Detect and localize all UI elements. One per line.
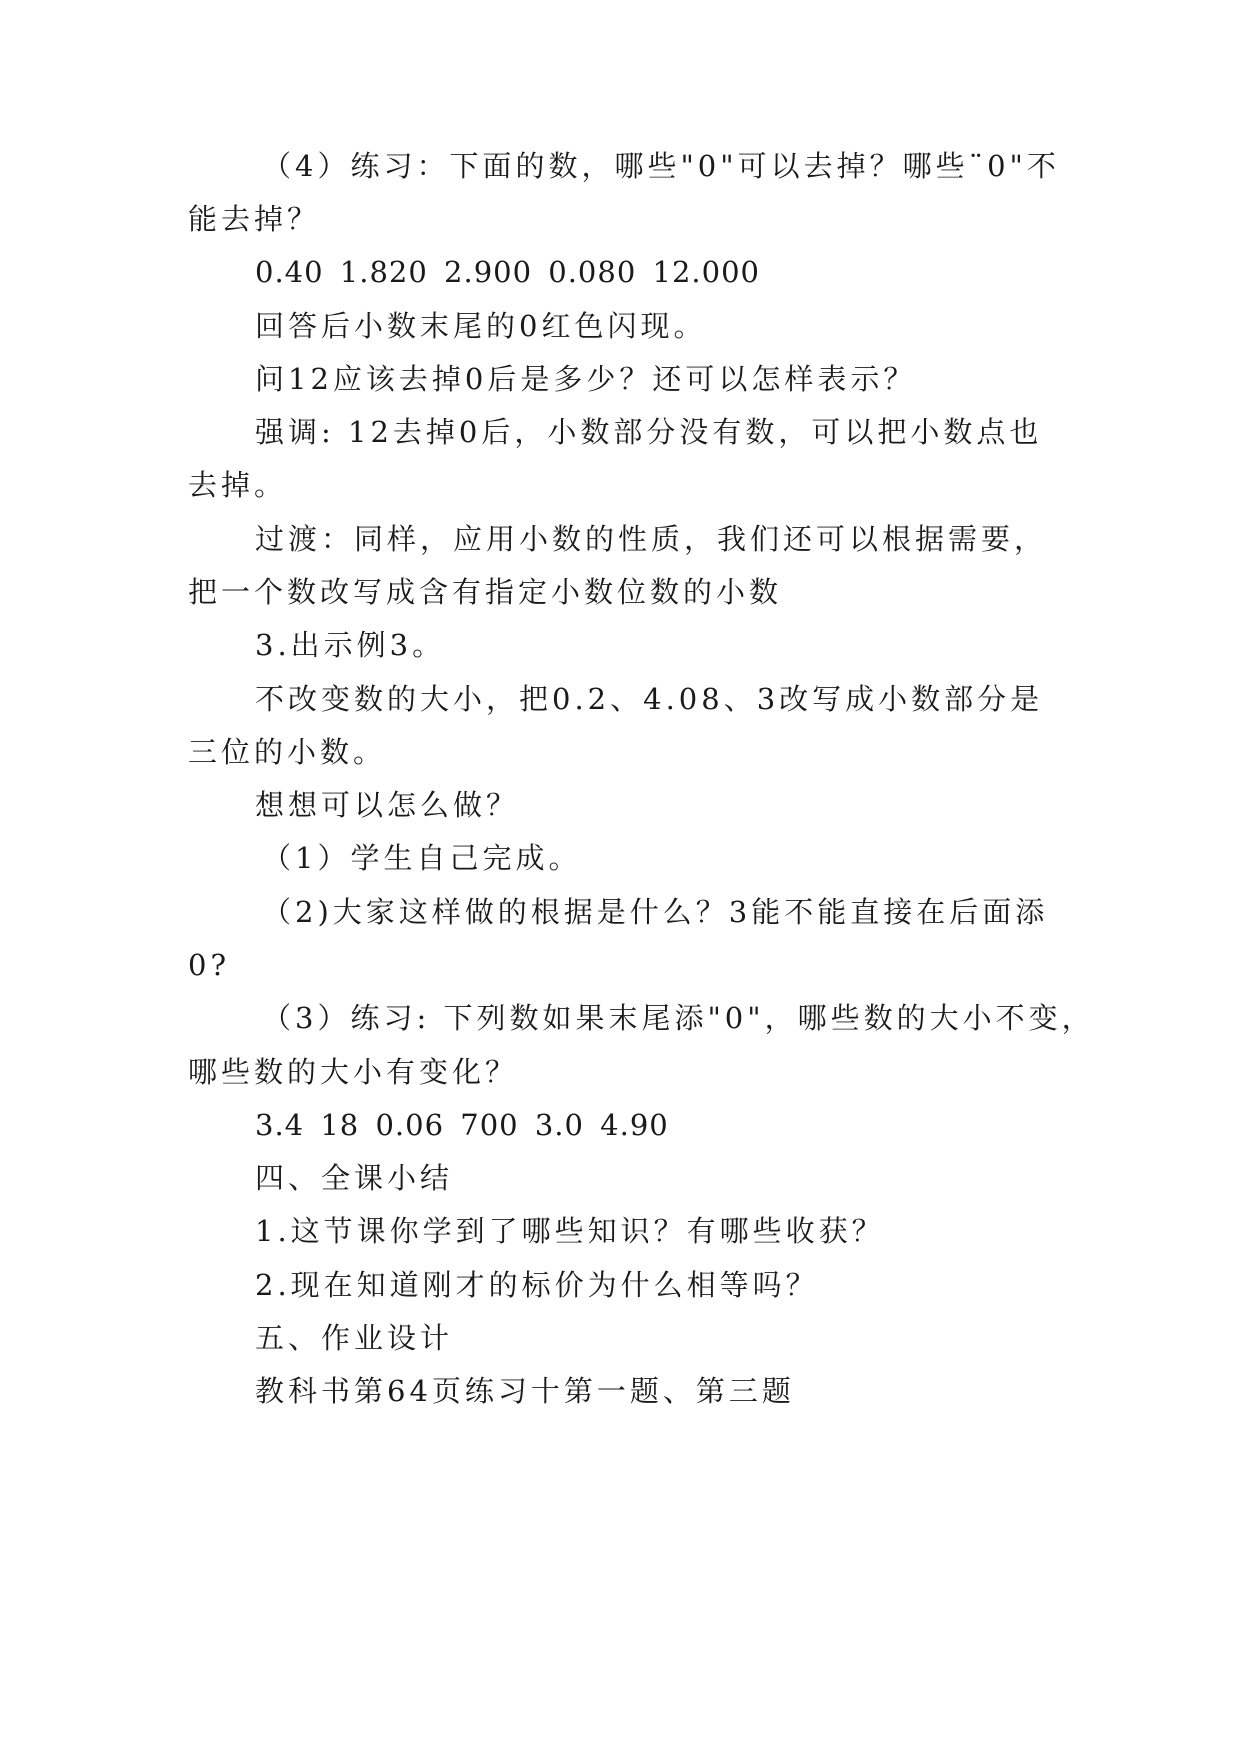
paragraph-line: 三位的小数。 [188,735,387,769]
paragraph-line: （4）练习：下面的数，哪些"0"可以去掉？哪些¨0"不 [262,149,1060,183]
paragraph-line: 把一个数改写成含有指定小数位数的小数 [188,575,783,609]
number-list-line: 0.40 1.820 2.900 0.080 12.000 [255,255,760,289]
paragraph-line: （1）学生自己完成。 [262,841,582,875]
paragraph-line: 哪些数的大小有变化？ [188,1055,519,1089]
paragraph-line: 3.出示例3。 [255,628,446,662]
paragraph-line: 0? [188,948,230,982]
paragraph-line: 强调: 12去掉0后，小数部分没有数，可以把小数点也 [255,415,1043,449]
paragraph-line: （3）练习: 下列数如果末尾添"0"，哪些数的大小不变， [262,1001,1095,1035]
paragraph-line: 问12应该去掉0后是多少？还可以怎样表示？ [255,362,917,396]
paragraph-line: 回答后小数末尾的0红色闪现。 [255,309,707,343]
paragraph-line: 去掉。 [188,468,288,502]
paragraph-line: （2)大家这样做的根据是什么？3能不能直接在后面添 [262,895,1049,929]
section-heading: 五、作业设计 [255,1321,454,1355]
paragraph-line: 2.现在知道刚才的标价为什么相等吗？ [255,1268,819,1302]
section-heading: 四、全课小结 [255,1161,454,1195]
paragraph-line: 过渡：同样，应用小数的性质，我们还可以根据需要， [255,522,1048,556]
paragraph-line: 能去掉？ [188,202,321,236]
paragraph-line: 1.这节课你学到了哪些知识？有哪些收获？ [255,1214,885,1248]
paragraph-line: 教科书第64页练习十第一题、第三题 [255,1374,795,1408]
number-list-line: 3.4 18 0.06 700 3.0 4.90 [255,1108,669,1142]
paragraph-line: 不改变数的大小，把0.2、4.08、3改写成小数部分是 [255,682,1044,716]
paragraph-line: 想想可以怎么做？ [255,788,520,822]
